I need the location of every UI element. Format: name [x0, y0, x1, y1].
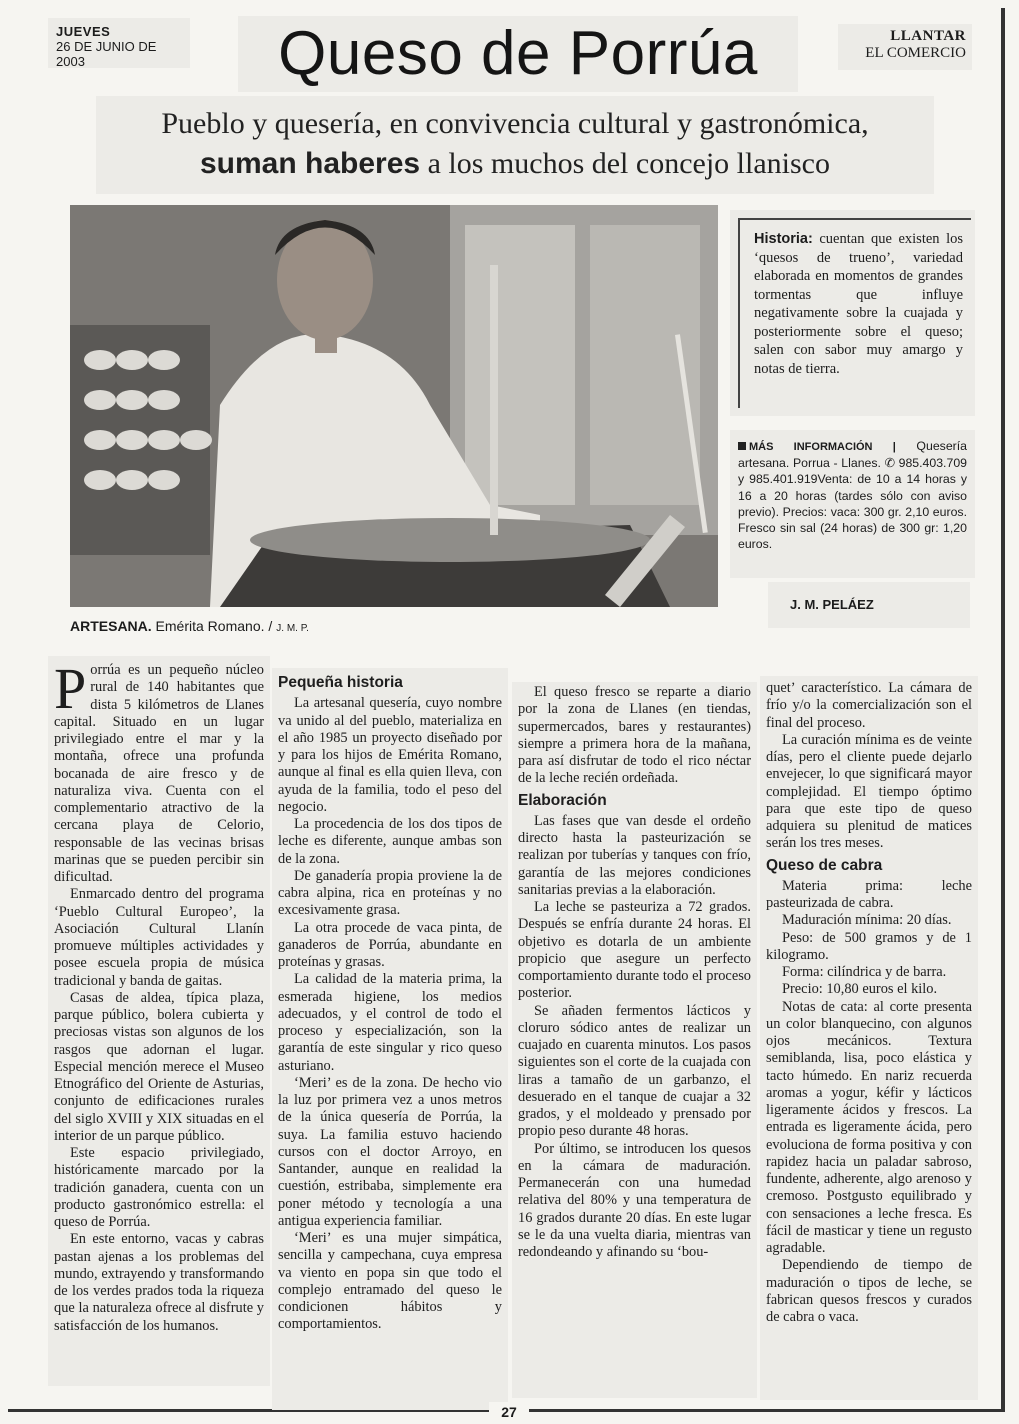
- caption-credit: J. M. P.: [276, 623, 309, 634]
- article-column-3: [512, 682, 757, 1398]
- section-heading-queso-cabra: Queso de cabra: [766, 856, 883, 874]
- col1-paragraph: Casas de aldea, típica plaza, parque público, bolera cubierta y preciosas vistas son algunos de los rasgos que adornan el lugar. Especial mención merece el Museo Etnográfico del Oriente de Asturias, conjunto de edificaciones rurales del siglo XVIII y XIX situadas en el interior de un parque público.: [54, 989, 264, 1144]
- article-column-1: [48, 656, 270, 1386]
- historia-box: [730, 210, 975, 416]
- subtitle-rest: a los muchos del concejo llanisco: [420, 147, 830, 180]
- col2-paragraph: De ganadería propia proviene la de cabra alpina, rica en proteínas y no excesivamente grasa.: [278, 867, 502, 919]
- drop-cap: P: [54, 656, 87, 721]
- col4-paragraph: quet’ característico. La cámara de frío y/o la comercialización son el final del proceso.: [766, 680, 972, 731]
- col3-paragraph: El queso fresco se reparte a diario por la zona de Llanes (en tiendas, supermercados, bares y restaurantes) siempre a primera hora de la mañana, para así disfrutar de todo el rico néctar de la leche recién ordeñada.: [518, 684, 751, 787]
- col3-paragraph: La leche se pasteuriza a 72 grados. Después se enfría durante 24 horas. El objetivo es dotarla de un ambiente propicio que asegure un perfecto comportamiento durante todo el proceso posterior.: [518, 899, 751, 1002]
- article-column-2: [272, 668, 508, 1410]
- article-title: Queso de Porrúa: [238, 16, 798, 92]
- col2-paragraph: La calidad de la materia prima, la esmerada higiene, los medios adecuados, y el control de todo el proceso y especialización, son la garantía de este singular y rico queso asturiano.: [278, 971, 502, 1074]
- col2-paragraph: La artesanal quesería, cuyo nombre va unido al del pueblo, materializa en el año 1985 un proyecto diseñado por y para los hijos de Emérita Romano, aunque al final es ella quien lleva, con ayuda de la familia, todo el peso del negocio.: [278, 695, 502, 815]
- historia-text: cuentan que existen los ‘quesos de trueno’, variedad elaborada en momentos de grandes tormentas que influye negativamente sobre la cuajada y posteriormente sobre el queso; salen con sabor muy amargo y notas de tierra.: [754, 231, 963, 377]
- section-block: [838, 24, 972, 70]
- col4-paragraph: Dependiendo de tiempo de maduración o tipos de leche, se fabrican quesos frescos y curados de cabra o vaca.: [766, 1257, 972, 1325]
- col1-paragraph: En este entorno, vacas y cabras pastan ajenas a los problemas del mundo, extrayendo y transformando de los verdes prados toda la riqueza que la naturaleza ofrece al disfrute y satisfacción de los humanos.: [54, 1231, 264, 1334]
- caption-label: ARTESANA.: [70, 618, 152, 634]
- weekday: JUEVES: [56, 24, 111, 39]
- date-block: [48, 18, 190, 68]
- subtitle-line-2: [96, 144, 934, 184]
- article-subtitle: [96, 96, 934, 194]
- col4-paragraph: Forma: cilíndrica y de barra.: [782, 964, 947, 980]
- col4-paragraph: Materia prima: leche pasteurizada de cabra.: [766, 877, 972, 911]
- subtitle-highlight: suman haberes: [200, 147, 421, 180]
- photo-illustration: [70, 205, 718, 607]
- col4-paragraph: Precio: 10,80 euros el kilo.: [782, 981, 938, 998]
- more-info-box: [730, 430, 975, 578]
- square-bullet-icon: [738, 442, 746, 450]
- more-info-text: Quesería artesana. Porrua - Llanes. ✆ 985.403.709 y 985.401.919Venta: de 10 a 14 horas y 16 a 20 horas (tardes sólo con aviso previo). Precios: vaca: 300 gr. 2,10 euros. Fresco sin sal (24 horas) de 300 gr: 1,20 euros.: [738, 439, 968, 552]
- col2-paragraph: ‘Meri’ es de la zona. De hecho vio la luz por primera vez a unos metros de la única quesería de Porrúa, la suya. La familia estuvo haciendo cursos con el doctor Arroyo, en Santander, aunque en realidad la cuestión, estribaba, simplemente era poner método y tecnología a una antigua experiencia familiar.: [278, 1074, 502, 1229]
- author-byline: J. M. PELÁEZ: [768, 582, 970, 628]
- photo-caption: [70, 618, 590, 640]
- article-column-4: [760, 676, 978, 1400]
- col1-paragraph: orrúa es un pequeño núcleo rural de 140 habitantes que dista 5 kilómetros de Llanes capital. Situado en un lugar privilegiado entre el mar y la montaña, ofrece una profunda bocanada de aire fresco y de naturaliza viva. Cuenta con el complementario atractivo de la cercana playa de Celorio, responsable de las vecinas brisas marinas que se pueden percibir sin dificultad.: [54, 662, 264, 885]
- col2-paragraph: La procedencia de los dos tipos de leche es diferente, aunque ambas son de la zona.: [278, 816, 502, 867]
- col2-paragraph: ‘Meri’ es una mujer simpática, sencilla y campechana, cuya empresa va viento en popa sin que todo el complejo entramado del queso le condicionen hábitos y comportamientos.: [278, 1230, 502, 1333]
- col4-paragraph: Peso: de 500 gramos y de 1 kilogramo.: [766, 929, 972, 963]
- col3-paragraph: Las fases que van desde el ordeño directo hasta la pasteurización se realizan por tuberías y tanques con frío, garantía de las mejores condiciones sanitarias previas a la elaboración.: [518, 812, 751, 898]
- section-heading-elaboracion: Elaboración: [518, 791, 607, 809]
- subtitle-line-1: Pueblo y quesería, en convivencia cultural y gastronómica,: [161, 107, 869, 140]
- col4-paragraph: Maduración mínima: 20 días.: [782, 912, 952, 929]
- section-name: LLANTAR: [890, 28, 966, 44]
- page-number: 27: [489, 1402, 529, 1422]
- historia-inner: [738, 218, 971, 408]
- cheesemaker-photo: [70, 205, 718, 607]
- more-info-label: MÁS INFORMACIÓN |: [749, 441, 896, 453]
- newspaper-name: EL COMERCIO: [865, 45, 966, 61]
- publication-date: 26 DE JUNIO DE 2003: [56, 39, 157, 69]
- section-heading-historia: Pequeña historia: [278, 674, 403, 691]
- col3-paragraph: Se añaden fermentos lácticos y cloruro sódico antes de realizar un cuajado en cuarenta minutos. Los pasos siguientes son el corte de la cuajada con liras a tamaño de un garbanzo, el desuerado en el tanque de cuajar a 32 grados, y el moldeado y prensado por propio peso durante 48 horas.: [518, 1002, 751, 1140]
- col2-paragraph: La otra procede de vaca pinta, de ganaderos de Porrúa, abundante en proteínas y grasas.: [278, 919, 502, 970]
- caption-text: Emérita Romano. /: [151, 618, 273, 634]
- col1-paragraph: Enmarcado dentro del programa ‘Pueblo Cultural Europeo’, la Asociación Cultural Llanín promueve múltiples actividades y posee escuela propia de música tradicional y banda de gaitas.: [54, 886, 264, 989]
- historia-label: Historia:: [754, 231, 813, 247]
- col4-paragraph: La curación mínima es de veinte días, pero el cliente puede dejarlo envejecer, lo que significará mayor complejidad. El tiempo óptimo para que este tipo de queso adquiera su plenitud de matices serán los tres meses.: [766, 731, 972, 852]
- col4-paragraph: Notas de cata: al corte presenta un color blanquecino, con algunos ojos mecánicos. Textura semiblanda, lisa, poco elástica y tacto húmedo. En nariz recuerda aromas a yogur, kéfir y lácticos ligeramente ácidos y frescos. La entrada es ligeramente ácida, pero evoluciona de forma positiva y con rapidez hacia un paladar sabroso, fundente, adherente, algo arenoso y cremoso. Postgusto equilibrado y con sensaciones a leche fresca. Es fácil de masticar y tiene un regusto agradable.: [766, 998, 972, 1256]
- col3-paragraph: Por último, se introducen los quesos en la cámara de maduración. Permanecerán con una humedad relativa del 80% y una temperatura de 16 grados durante 20 días. En este lugar se le da una vuelta diaria, mientras van redondeando y afinando su ‘bou-: [518, 1140, 751, 1260]
- col1-paragraph: Este espacio privilegiado, históricamente marcado por la tradición ganadera, cuenta con un producto gastronómico estrella: el queso de Porrúa.: [54, 1145, 264, 1230]
